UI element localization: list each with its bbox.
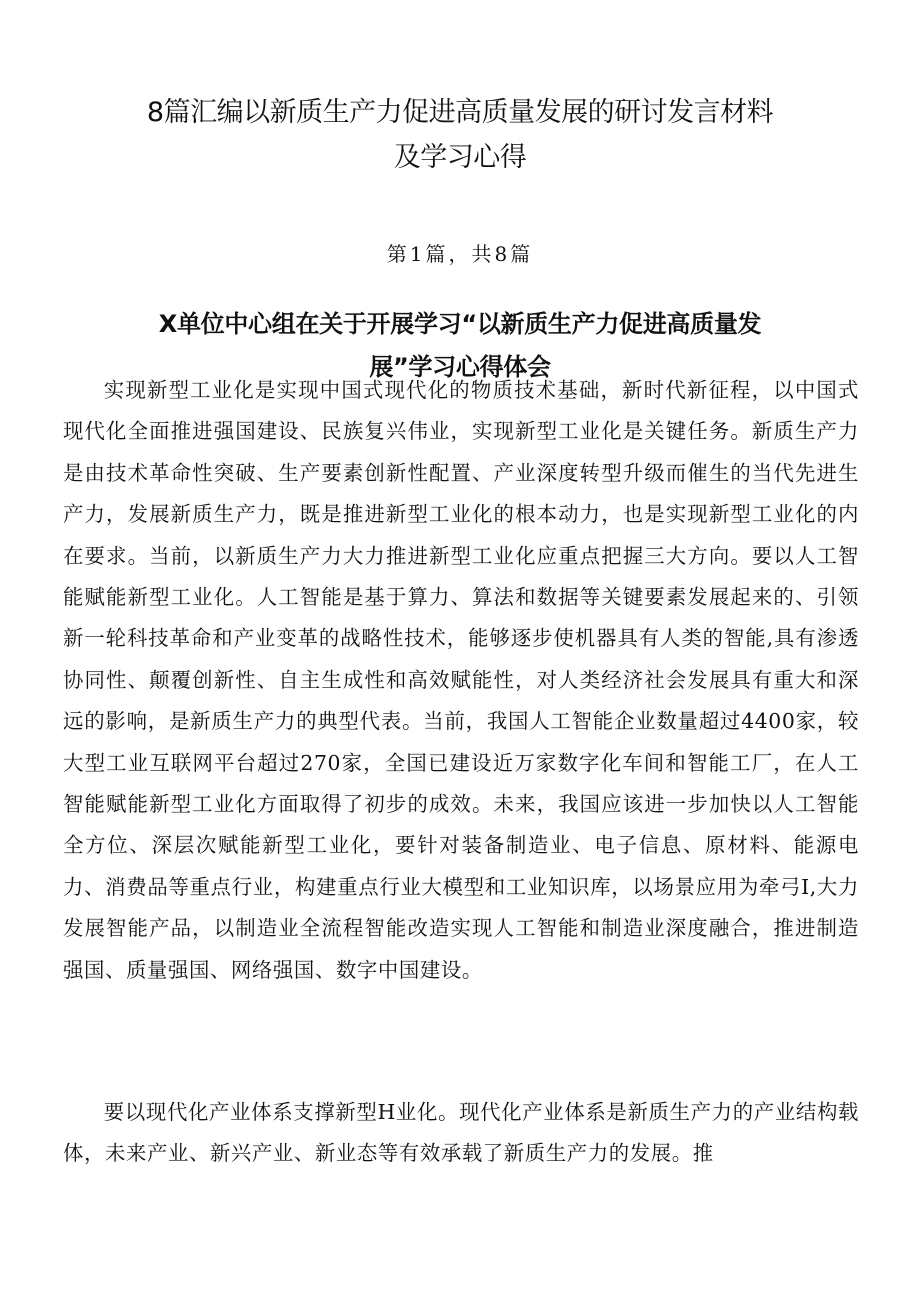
article-title-line-1: X单位中心组在关于开展学习“以新质生产力促进高质量发: [158, 309, 762, 338]
body-paragraph-1: 实现新型工业化是实现中国式现代化的物质技术基础，新时代新征程，以中国式现代化全面推进强国建设、民族复兴伟业，实现新型工业化是关键任务。新质生产力是由技术革命性突破、生产要素创新性配置、产业深度转型升级而催生的当代先进生产力，发展新质生产力，既是推进新型工业化的根本动力，也是实现新型工业化的内在要求。当前，以新质生产力大力推进新型工业化应重点把握三大方向。要以人工智能赋能新型工业化。人工智能是基于算力、算法和数据等关键要素发展起来的、引领新一轮科技革命和产业变革的战略性技术，能够逐步使机器具有人类的智能,具有渗透协同性、颠覆创新性、自主生成性和高效赋能性，对人类经济社会发展具有重大和深远的影响，是新质生产力的典型代表。当前，我国人工智能企业数量超过4400家，较大型工业互联网平台超过270家，全国已建设近万家数字化车间和智能工厂，在人工智能赋能新型工业化方面取得了初步的成效。未来，我国应该进一步加快以人工智能全方位、深层次赋能新型工业化，要针对装备制造业、电子信息、原材料、能源电力、消费品等重点行业，构建重点行业大模型和工业知识库，以场景应用为牵弓I,大力发展智能产品，以制造业全流程智能改造实现人工智能和制造业深度融合，推进制造强国、质量强国、网络强国、数字中国建设。: [63, 378, 859, 982]
part-label: 第1篇，共8篇: [386, 242, 534, 266]
body-paragraph-2: 要以现代化产业体系支撑新型H业化。现代化产业体系是新质生产力的产业结构载体，未来产业、新兴产业、新业态等有效承载了新质生产力的发展。推: [63, 1100, 859, 1166]
article-title-line-2: 展”学习心得体会: [369, 352, 551, 381]
document-title-line-2: 及学习心得: [393, 142, 527, 173]
document-title-line-1: 8篇汇编以新质生产力促进高质量发展的研讨发言材料: [146, 97, 774, 128]
